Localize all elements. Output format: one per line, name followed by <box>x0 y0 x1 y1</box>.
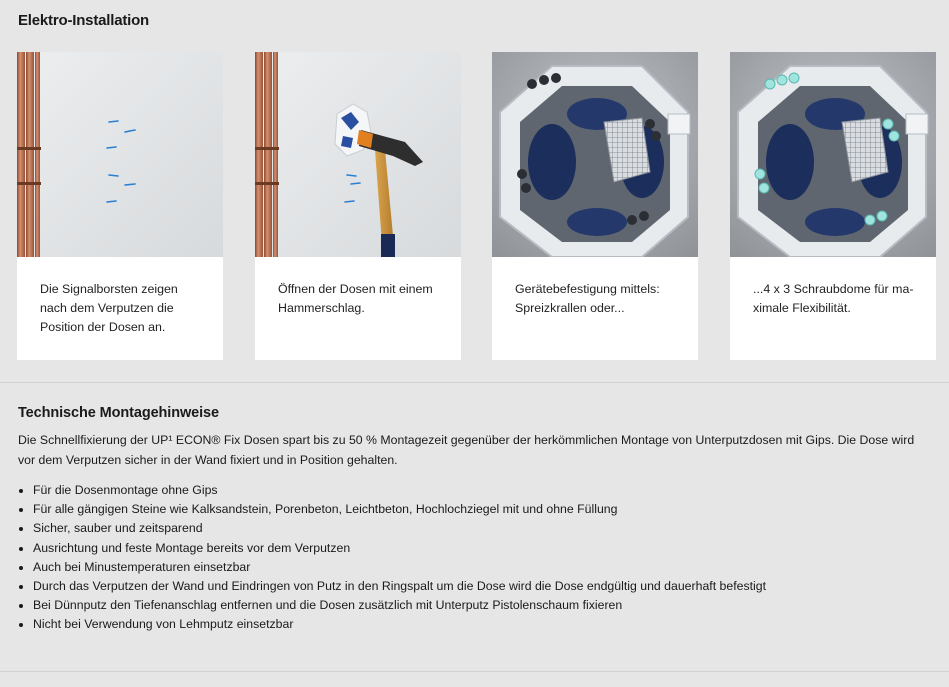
list-item: • Für alle gängigen Steine wie Kalksandstein, Porenbeton, Leichtbeton, Hochlochziegel mit und ohne Füllung <box>33 500 766 519</box>
card-hammer <box>255 52 461 360</box>
spreader-claws-image <box>492 52 698 257</box>
section-title: Elektro-Installation <box>18 12 150 29</box>
card-screw-domes <box>730 52 936 360</box>
list-item: • Für die Dosenmontage ohne Gips <box>33 481 766 500</box>
list-item: • Ausrichtung und feste Montage bereits vor dem Verputzen <box>33 539 766 558</box>
list-item: • Durch das Verputzen der Wand und Eindringen von Putz in den Ringspalt um die Dose wird die Dose endgültig und dauerhaft befestigt <box>33 577 766 596</box>
card-signal-bristles <box>17 52 223 360</box>
hammer-image <box>255 52 461 257</box>
technical-notes-intro: Die Schnellfixierung der UP¹ ECON® Fix Dosen spart bis zu 50 % Montagezeit gegenüber der herkömmlichen Montage von Unterputzdosen mit Gips. Die Dose wird vor dem Verputzen sicher in der Wand fixiert und in Position gehalten. <box>18 433 915 467</box>
screw-domes-image <box>730 52 936 257</box>
card-caption: Gerätebefestigung mittels: Spreizkrallen oder... <box>515 282 660 315</box>
signal-bristles-image <box>17 52 223 257</box>
list-item: • Auch bei Minustemperaturen einsetzbar <box>33 558 766 577</box>
technical-notes-section <box>0 383 949 671</box>
list-item: • Bei Dünnputz den Tiefenanschlag entfernen und die Dosen zusätzlich mit Unterputz Pistolenschaum fixieren <box>33 596 766 615</box>
list-item: • Sicher, sauber und zeitsparend <box>33 519 766 538</box>
card-caption: ...4 x 3 Schraubdome für ma-ximale Flexibilität. <box>753 282 914 315</box>
card-spreader-claws <box>492 52 698 360</box>
technical-notes-list <box>18 481 766 635</box>
list-item: • Nicht bei Verwendung von Lehmputz einsetzbar <box>33 615 766 634</box>
bottom-divider <box>0 671 949 672</box>
technical-notes-title: Technische Montagehinweise <box>18 405 219 421</box>
card-caption: Die Signalborsten zeigen nach dem Verputzen die Position der Dosen an. <box>40 282 178 334</box>
card-caption: Öffnen der Dosen mit einem Hammerschlag. <box>278 282 433 315</box>
